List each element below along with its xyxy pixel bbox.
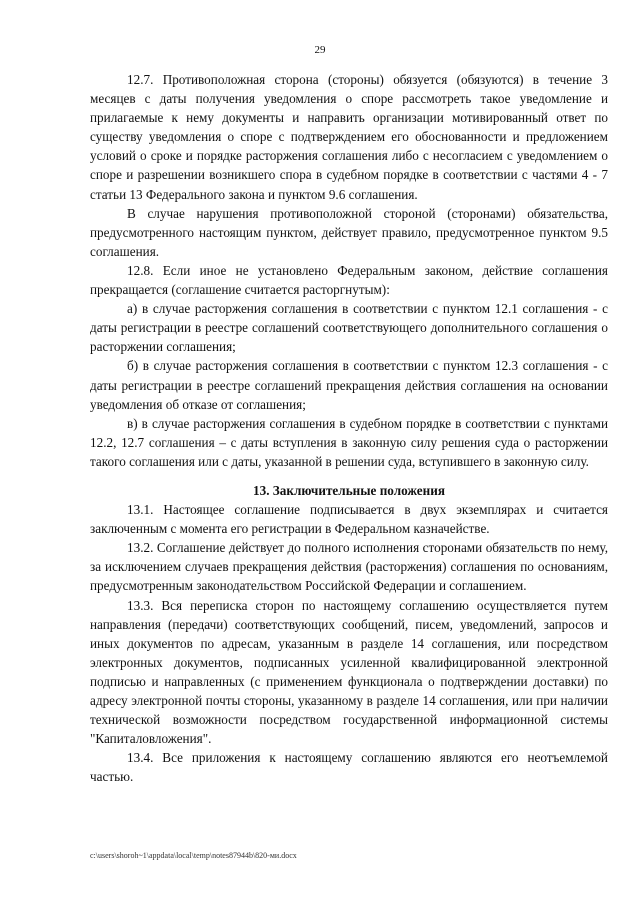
clause-12-8: 12.8. Если иное не установлено Федеральным законом, действие соглашения прекращается (соглашение считается расторгнутым):	[90, 262, 608, 298]
clause-12-8-c: в) в случае расторжения соглашения в судебном порядке в соответствии с пунктами 12.2, 12.7 соглашения – с даты вступления в законную силу решения суда о расторжении такого соглашения или с даты, указанной в решении суда, вступившего в законную силу.	[90, 415, 608, 469]
clause-12-7-breach: В случае нарушения противоположной стороной (сторонами) обязательства, предусмотренного настоящим пунктом, действует правило, предусмотренное пунктом 9.5 соглашения.	[90, 205, 608, 259]
page-number: 29	[314, 44, 326, 56]
file-path-footer: c:\users\shoroh~1\appdata\local\temp\notes87944b\820-ми.docx	[90, 851, 297, 860]
clause-13-1: 13.1. Настоящее соглашение подписывается в двух экземплярах и считается заключенным с момента его регистрации в Федеральном казначействе.	[90, 502, 608, 537]
clause-12-8-a: а) в случае расторжения соглашения в соответствии с пунктом 12.1 соглашения - с даты регистрации в реестре соглашений соответствующего дополнительного соглашения о расторжении соглашения;	[90, 301, 608, 355]
clause-13-3: 13.3. Вся переписка сторон по настоящему соглашению осуществляется путем направления (передачи) соответствующих сообщений, писем, уведомлений, запросов и иных документов по адресам, указанным в разделе 14 соглашения, или посредством электронных документов, подписанных усиленной квалифицированной электронной подписью и направленных (с применением функционала о подтверждении доставки) по адресу электронной почты стороны, указанному в разделе 14 соглашения, или при наличии технической возможности посредством государственной информационной системы "Капиталовложения".	[90, 597, 608, 747]
document-body	[90, 70, 608, 786]
clause-12-8-b: б) в случае расторжения соглашения в соответствии с пунктом 12.3 соглашения - с даты регистрации в реестре соглашений прекращения действия соглашения на основании уведомления об отказе от соглашения;	[90, 358, 608, 412]
clause-13-4: 13.4. Все приложения к настоящему соглашению являются его неотъемлемой частью.	[90, 750, 608, 785]
clause-13-2: 13.2. Соглашение действует до полного исполнения сторонами обязательств по нему, за исключением случаев прекращения действия (расторжения) соглашения по основаниям, предусмотренным законодательством Российской Федерации и соглашением.	[90, 540, 608, 594]
clause-12-7: 12.7. Противоположная сторона (стороны) обязуется (обязуются) в течение 3 месяцев с даты получения уведомления о споре рассмотреть такое уведомление и прилагаемые к нему документы и направить организации мотивированный ответ по существу уведомления о споре с подтверждением его обоснованности и предложением условий о сроке и порядке расторжения соглашения либо с несогласием с уведомлением о споре и разрешении возникшего спора в судебном порядке в соответствии с частями 4 - 7 статьи 13 Федерального закона и пунктом 9.6 соглашения.	[90, 72, 608, 202]
section-13-heading: 13. Заключительные положения	[253, 482, 445, 498]
